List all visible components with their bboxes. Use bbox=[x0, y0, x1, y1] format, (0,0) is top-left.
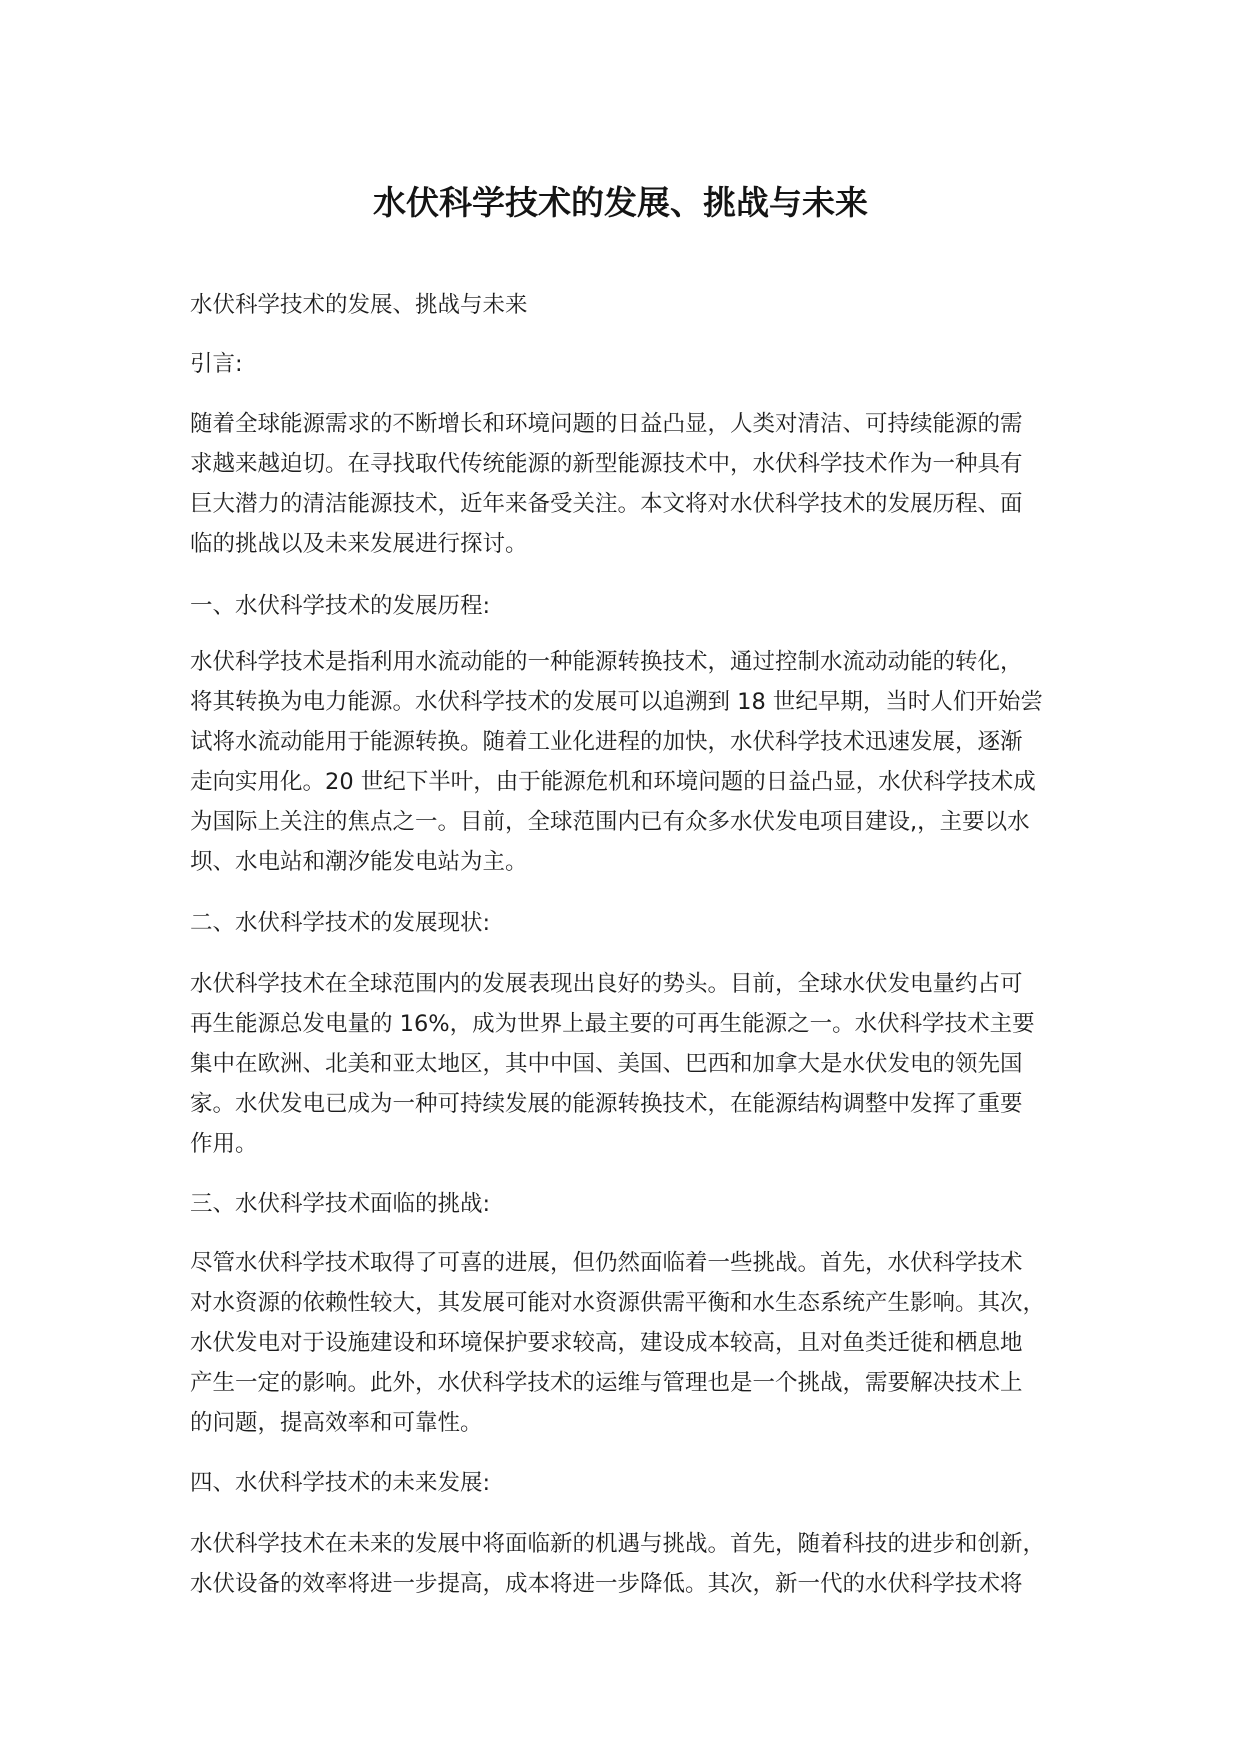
section-heading-text: 三、水伏科学技术面临的挑战: bbox=[190, 1191, 491, 1217]
paragraph-line: 将其转换为电力能源。水伏科学技术的发展可以追溯到 18 世纪早期，当时人们开始尝 bbox=[190, 689, 1043, 715]
paragraph-line: 试将水流动能用于能源转换。随着工业化进程的加快，水伏科学技术迅速发展，逐渐 bbox=[190, 729, 1023, 755]
paragraph-line: 随着全球能源需求的不断增长和环境问题的日益凸显，人类对清洁、可持续能源的需 bbox=[190, 411, 1023, 437]
paragraph-line: 临的挑战以及未来发展进行探讨。 bbox=[190, 531, 528, 557]
intro-label bbox=[190, 344, 1101, 384]
section-2-paragraph bbox=[190, 964, 1101, 1164]
section-3-heading bbox=[190, 1184, 1101, 1224]
paragraph-line: 尽管水伏科学技术取得了可喜的进展，但仍然面临着一些挑战。首先，水伏科学技术 bbox=[190, 1250, 1023, 1276]
paragraph-line: 求越来越迫切。在寻找取代传统能源的新型能源技术中，水伏科学技术作为一种具有 bbox=[190, 451, 1023, 477]
paragraph-line: 产生一定的影响。此外，水伏科学技术的运维与管理也是一个挑战，需要解决技术上 bbox=[190, 1370, 1023, 1396]
paragraph-line: 集中在欧洲、北美和亚太地区，其中中国、美国、巴西和加拿大是水伏发电的领先国 bbox=[190, 1051, 1023, 1077]
paragraph-line: 家。水伏发电已成为一种可持续发展的能源转换技术，在能源结构调整中发挥了重要 bbox=[190, 1091, 1023, 1117]
paragraph-line: 对水资源的依赖性较大，其发展可能对水资源供需平衡和水生态系统产生影响。其次， bbox=[190, 1290, 1046, 1316]
section-4-paragraph bbox=[190, 1524, 1101, 1604]
paragraph-line: 巨大潜力的清洁能源技术，近年来备受关注。本文将对水伏科学技术的发展历程、面 bbox=[190, 491, 1023, 517]
subtitle-line: 水伏科学技术的发展、挑战与未来 bbox=[190, 292, 528, 318]
paragraph-line: 水伏设备的效率将进一步提高，成本将进一步降低。其次，新一代的水伏科学技术将 bbox=[190, 1571, 1023, 1597]
section-heading-text: 一、水伏科学技术的发展历程: bbox=[190, 593, 491, 619]
section-1-paragraph bbox=[190, 642, 1101, 882]
section-1-heading bbox=[190, 586, 1101, 626]
paragraph-line: 水伏发电对于设施建设和环境保护要求较高，建设成本较高，且对鱼类迁徙和栖息地 bbox=[190, 1330, 1023, 1356]
paragraph-line: 为国际上关注的焦点之一。目前，全球范围内已有众多水伏发电项目建设,，主要以水 bbox=[190, 809, 1030, 835]
intro-paragraph bbox=[190, 404, 1101, 564]
document-subtitle bbox=[190, 285, 1101, 325]
paragraph-line: 水伏科学技术在全球范围内的发展表现出良好的势头。目前，全球水伏发电量约占可 bbox=[190, 971, 1023, 997]
paragraph-line: 的问题，提高效率和可靠性。 bbox=[190, 1410, 483, 1436]
section-heading-text: 二、水伏科学技术的发展现状: bbox=[190, 910, 491, 936]
paragraph-line: 作用。 bbox=[190, 1131, 258, 1157]
paragraph-line: 水伏科学技术在未来的发展中将面临新的机遇与挑战。首先，随着科技的进步和创新， bbox=[190, 1531, 1046, 1557]
paragraph-line: 再生能源总发电量的 16%，成为世界上最主要的可再生能源之一。水伏科学技术主要 bbox=[190, 1011, 1035, 1037]
paragraph-line: 走向实用化。20 世纪下半叶，由于能源危机和环境问题的日益凸显，水伏科学技术成 bbox=[190, 769, 1036, 795]
intro-label-text: 引言: bbox=[190, 351, 243, 377]
document-title: 水伏科学技术的发展、挑战与未来 bbox=[373, 183, 868, 222]
section-3-paragraph bbox=[190, 1243, 1101, 1443]
section-2-heading bbox=[190, 903, 1101, 943]
section-heading-text: 四、水伏科学技术的未来发展: bbox=[190, 1470, 491, 1496]
section-4-heading bbox=[190, 1463, 1101, 1503]
paragraph-line: 坝、水电站和潮汐能发电站为主。 bbox=[190, 849, 528, 875]
paragraph-line: 水伏科学技术是指利用水流动能的一种能源转换技术，通过控制水流动动能的转化， bbox=[190, 649, 1023, 675]
